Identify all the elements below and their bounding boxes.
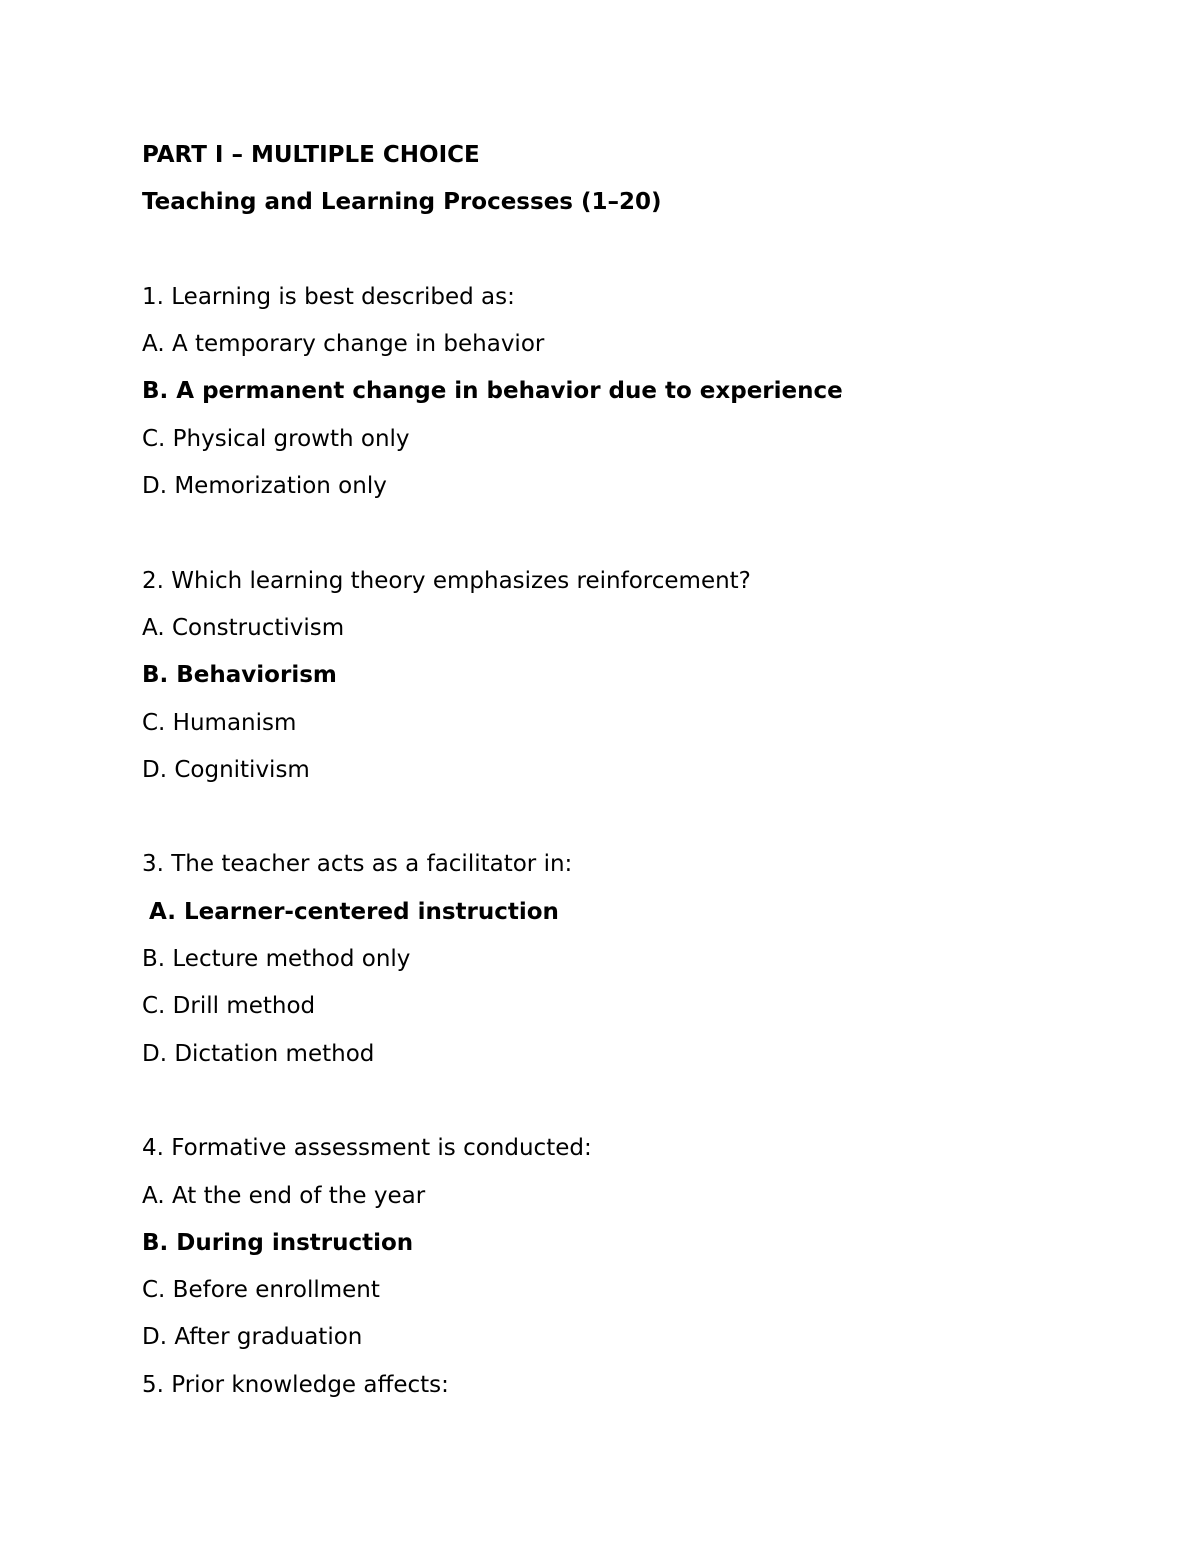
option-c: C. Humanism (142, 709, 297, 736)
option-d: D. Dictation method (142, 1040, 375, 1067)
spacer (142, 235, 1102, 282)
option-b: B. Lecture method only (142, 946, 411, 973)
spacer (142, 1086, 1102, 1133)
question-3 (142, 849, 1102, 1068)
option-d: D. Memorization only (142, 473, 387, 500)
option-a: A. Constructivism (142, 614, 345, 641)
option-a: A. At the end of the year (142, 1182, 426, 1209)
question-4 (142, 1133, 1102, 1352)
question-2 (142, 566, 1102, 785)
question-stem: 3. The teacher acts as a facilitator in: (142, 851, 573, 878)
option-c: C. Drill method (142, 993, 316, 1020)
option-a-correct: A. Learner-centered instruction (149, 898, 559, 925)
document-page (142, 140, 1102, 1417)
part-title: PART I – MULTIPLE CHOICE (142, 142, 480, 168)
question-stem: 5. Prior knowledge affects: (142, 1371, 449, 1398)
spacer (142, 518, 1102, 565)
option-b-correct: B. During instruction (142, 1229, 414, 1256)
question-1 (142, 282, 1102, 501)
option-c: C. Before enrollment (142, 1277, 380, 1304)
question-stem: 1. Learning is best described as: (142, 283, 515, 310)
option-b-correct: B. Behaviorism (142, 662, 337, 689)
section-title: Teaching and Learning Processes (1–20) (142, 189, 662, 216)
spacer (142, 802, 1102, 849)
option-d: D. After graduation (142, 1324, 363, 1351)
option-c: C. Physical growth only (142, 425, 410, 452)
question-stem: 2. Which learning theory emphasizes reinforcement? (142, 567, 751, 594)
option-d: D. Cognitivism (142, 756, 310, 783)
question-stem: 4. Formative assessment is conducted: (142, 1135, 592, 1162)
option-a: A. A temporary change in behavior (142, 331, 545, 358)
question-5 (142, 1370, 1102, 1400)
option-b-correct: B. A permanent change in behavior due to experience (142, 378, 843, 405)
